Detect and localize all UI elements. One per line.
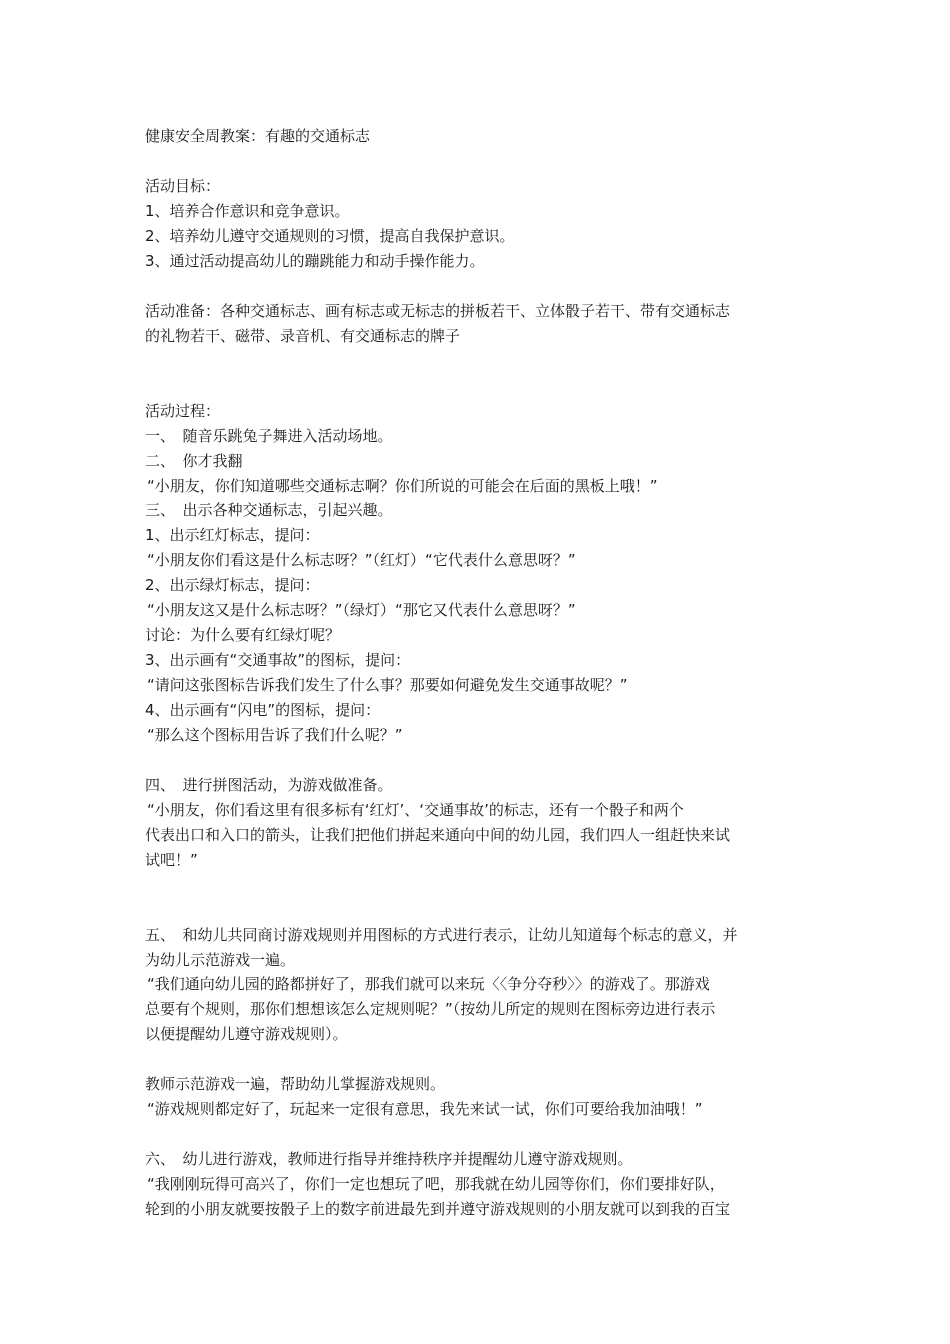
goal-item: 2、培养幼儿遵守交通规则的习惯，提高自我保护意识。 xyxy=(145,227,515,245)
step6-line: 六、 幼儿进行游戏，教师进行指导并维持秩序并提醒幼儿遵守游戏规则。 xyxy=(145,1150,633,1168)
process-line: 讨论：为什么要有红绿灯呢？ xyxy=(145,626,341,644)
process-line: “小朋友，你们知道哪些交通标志啊？你们所说的可能会在后面的黑板上哦！” xyxy=(147,477,658,495)
demo-line: 教师示范游戏一遍，帮助幼儿掌握游戏规则。 xyxy=(145,1075,446,1093)
process-line: “小朋友你们看这是什么标志呀？”（红灯）“它代表什么意思呀？” xyxy=(147,551,576,569)
step4-line: 四、 进行拼图活动，为游戏做准备。 xyxy=(145,776,393,794)
process-line: “小朋友这又是什么标志呀？”（绿灯）“那它又代表什么意思呀？” xyxy=(147,601,576,619)
step5-line: “我们通向幼儿园的路都拼好了，那我们就可以来玩〈〈争分夺秒〉〉的游戏了。那游戏 xyxy=(147,975,710,993)
goals-heading: 活动目标： xyxy=(145,177,221,195)
step4-line: 代表出口和入口的箭头，让我们把他们拼起来通向中间的幼儿园，我们四人一组赶快来试 xyxy=(145,826,731,844)
goal-item: 3、通过活动提高幼儿的蹦跳能力和动手操作能力。 xyxy=(145,252,485,270)
step5-line: 总要有个规则，那你们想想该怎么定规则呢？”（按幼儿所定的规则在图标旁边进行表示 xyxy=(145,1000,716,1018)
process-line: 三、 出示各种交通标志，引起兴趣。 xyxy=(145,501,393,519)
process-line: 1、出示红灯标志，提问： xyxy=(145,526,320,544)
step4-line: “小朋友，你们看这里有很多标有‘红灯’、‘交通事故’的标志，还有一个骰子和两个 xyxy=(147,801,684,819)
step5-line: 以便提醒幼儿遵守游戏规则）。 xyxy=(145,1025,348,1043)
process-line: 4、出示画有“闪电”的图标，提问： xyxy=(145,701,381,719)
prep-line: 活动准备：各种交通标志、画有标志或无标志的拼板若干、立体骰子若干、带有交通标志 xyxy=(145,302,731,320)
document-title: 健康安全周教案：有趣的交通标志 xyxy=(145,127,371,145)
process-line: 3、出示画有“交通事故”的图标，提问： xyxy=(145,651,411,669)
process-line: 2、出示绿灯标志，提问： xyxy=(145,576,320,594)
step4-line: 试吧！” xyxy=(145,851,198,869)
demo-line: “游戏规则都定好了，玩起来一定很有意思，我先来试一试，你们可要给我加油哦！” xyxy=(147,1100,703,1118)
process-heading: 活动过程： xyxy=(145,402,221,420)
step6-line: “我刚刚玩得可高兴了，你们一定也想玩了吧，那我就在幼儿园等你们，你们要排好队， xyxy=(147,1175,725,1193)
goal-item: 1、培养合作意识和竞争意识。 xyxy=(145,202,350,220)
step5-line: 五、 和幼儿共同商讨游戏规则并用图标的方式进行表示，让幼儿知道每个标志的意义，并 xyxy=(145,926,738,944)
step5-line: 为幼儿示范游戏一遍。 xyxy=(145,951,296,969)
process-line: 一、 随音乐跳兔子舞进入活动场地。 xyxy=(145,427,393,445)
process-line: “请问这张图标告诉我们发生了什么事？那要如何避免发生交通事故呢？” xyxy=(147,676,628,694)
process-line: “那么这个图标用告诉了我们什么呢？” xyxy=(147,726,403,744)
prep-line: 的礼物若干、磁带、录音机、有交通标志的牌子 xyxy=(145,327,461,345)
step6-line: 轮到的小朋友就要按骰子上的数字前进最先到并遵守游戏规则的小朋友就可以到我的百宝 xyxy=(145,1200,731,1218)
process-line: 二、 你才我翻 xyxy=(145,452,243,470)
